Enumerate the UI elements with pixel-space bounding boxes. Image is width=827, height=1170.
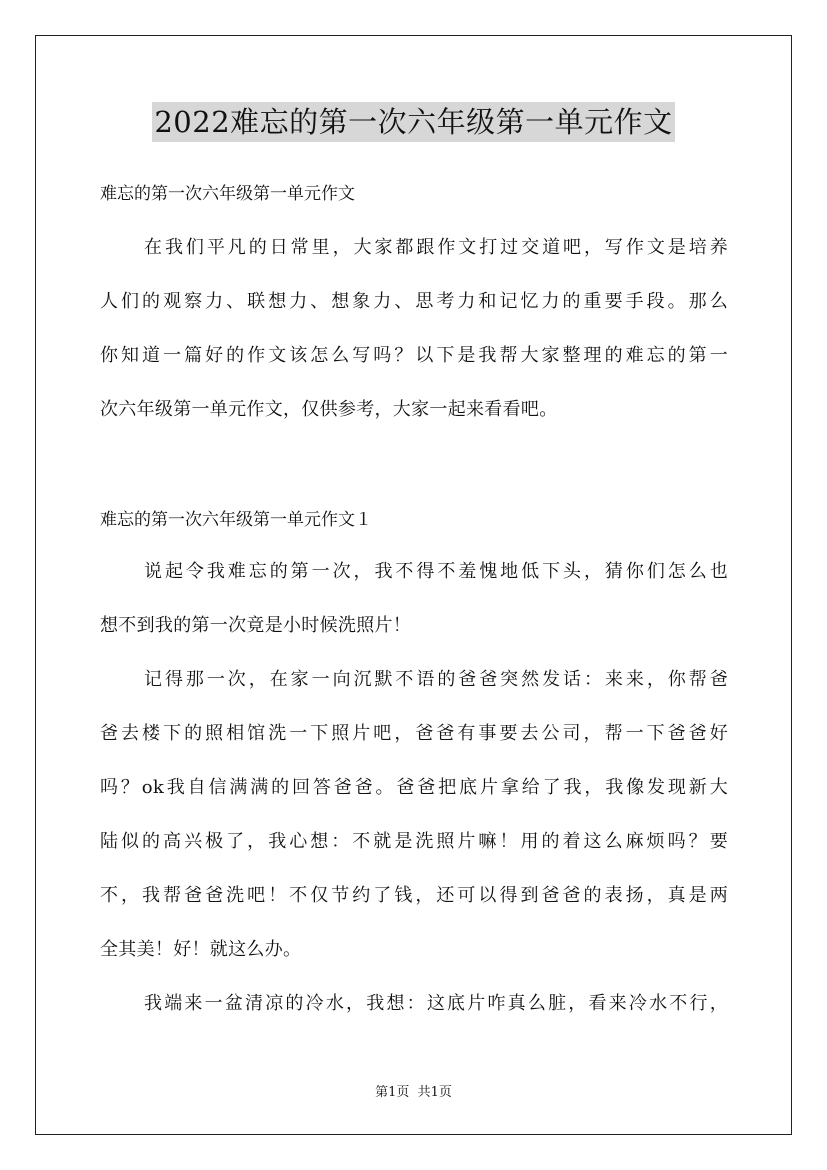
paragraph-line: 不，我帮爸爸洗吧！不仅节约了钱，还可以得到爸爸的表扬，真是两 (100, 885, 728, 906)
page-number: 第1页 共1页 (375, 1085, 452, 1100)
paragraph-line: 吗？ok我自信满满的回答爸爸。爸爸把底片拿给了我，我像发现新大 (100, 777, 728, 798)
intro-line: 在我们平凡的日常里，大家都跟作文打过交道吧，写作文是培养 (144, 237, 728, 258)
essay-heading: 难忘的第一次六年级第一单元作文１ (100, 510, 372, 530)
title-container (0, 102, 827, 142)
paragraph-line: 全其美！好！就这么办。 (100, 939, 302, 960)
paragraph-line: 我端来一盆清凉的冷水，我想：这底片咋真么脏，看来冷水不行， (144, 993, 728, 1014)
paragraph-line: 想不到我的第一次竟是小时候洗照片！ (100, 615, 412, 636)
intro-line: 你知道一篇好的作文该怎么写吗？以下是我帮大家整理的难忘的第一 (100, 345, 728, 366)
intro-line: 次六年级第一单元作文，仅供参考，大家一起来看看吧。 (100, 399, 558, 420)
paragraph-line: 记得那一次，在家一向沉默不语的爸爸突然发话：来来，你帮爸 (144, 669, 728, 690)
document-title: 2022难忘的第一次六年级第一单元作文 (152, 102, 674, 142)
paragraph-line: 说起令我难忘的第一次，我不得不羞愧地低下头，猜你们怎么也 (144, 561, 728, 582)
intro-heading: 难忘的第一次六年级第一单元作文 (100, 184, 355, 204)
intro-line: 人们的观察力、联想力、想象力、思考力和记忆力的重要手段。那么 (100, 291, 728, 312)
paragraph-line: 陆似的高兴极了，我心想：不就是洗照片嘛！用的着这么麻烦吗？要 (100, 831, 728, 852)
paragraph-line: 爸去楼下的照相馆洗一下照片吧，爸爸有事要去公司，帮一下爸爸好 (100, 723, 728, 744)
